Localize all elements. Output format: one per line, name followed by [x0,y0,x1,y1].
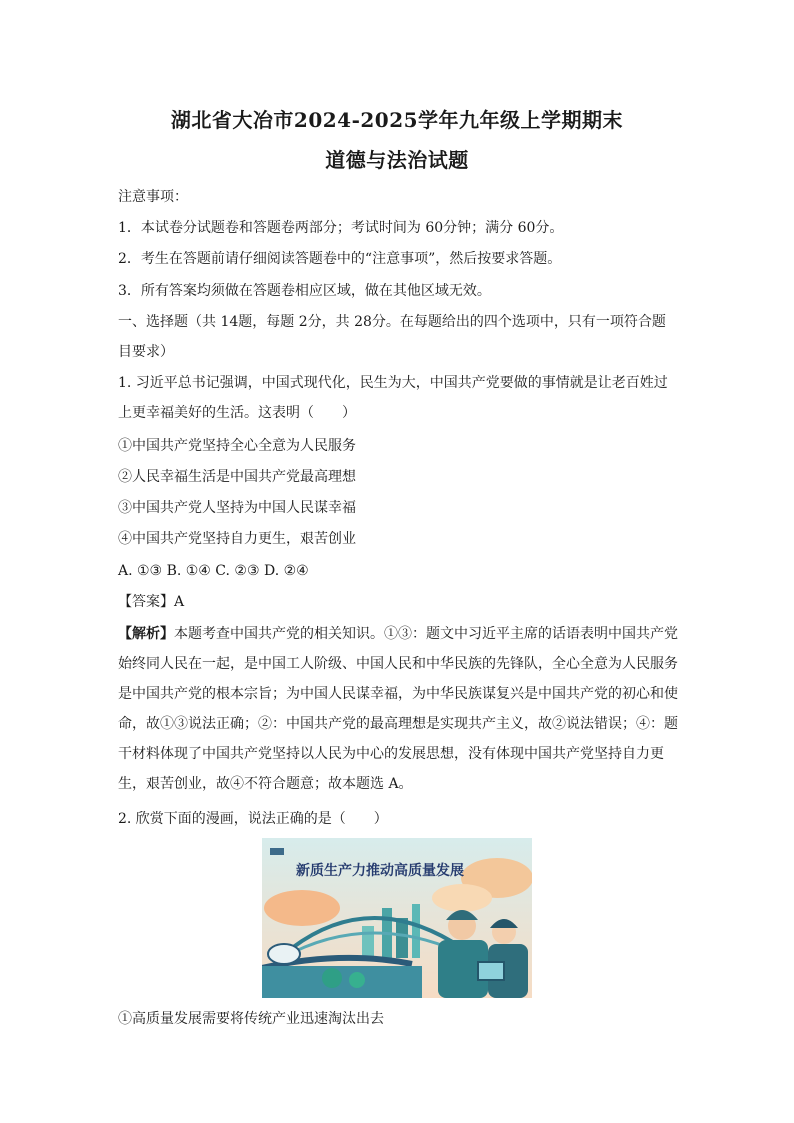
page-title: 湖北省大冶市2024-2025学年九年级上学期期末 [170,108,624,132]
q1-option-1: ①中国共产党坚持全心全意为人民服务 [118,438,356,454]
q1-option-2: ②人民幸福生活是中国共产党最高理想 [118,469,356,485]
note-item-3: 3．所有答案均须做在答题卷相应区域，做在其他区域无效。 [118,283,491,299]
analysis-label: 【解析】 [118,626,174,642]
q1-option-4: ④中国共产党坚持自力更生，艰苦创业 [118,531,356,547]
q2-option-1: ①高质量发展需要将传统产业迅速淘汰出去 [118,1011,384,1027]
analysis-text: 本题考查中国共产党的相关知识。①③：题文中习近平主席的话语表明中国共产党始终同人民在一起，是中国工人阶级、中国人民和中华民族的先锋队，全心全意为人民服务是中国共产党的根本宗旨；为中国人民谋幸福，为中华民族谋复兴是中国共产党的初心和使命，故①③说法正确；②：中国共产党的最高理想是实现共产主义，故②说法错误；④：题干材料体现了中国共产党坚持以人民为中心的发展思想，没有体现中国共产党坚持自力更生，艰苦创业，故④不符合题意；故本题选 A。 [118,626,678,792]
q1-choices: A. ①③ B. ①④ C. ②③ D. ②④ [118,563,309,579]
note-item-1: 1．本试卷分试题卷和答题卷两部分；考试时间为 60分钟；满分 60分。 [118,220,564,236]
q1-stem: 1. 习近平总书记强调，中国式现代化，民生为大，中国共产党要做的事情就是让老百姓过上更幸福美好的生活。这表明（ ） [118,375,668,421]
q1-option-3: ③中国共产党人坚持为中国人民谋幸福 [118,500,356,516]
section-heading: 一、选择题（共 14题，每题 2分，共 28分。在每题给出的四个选项中，只有一项符合题目要求） [118,314,666,360]
q2-stem: 2. 欣赏下面的漫画，说法正确的是（ ） [118,811,388,827]
q1-analysis [118,619,678,799]
page-subtitle: 道德与法治试题 [325,148,469,172]
note-item-2: 2．考生在答题前请仔细阅读答题卷中的“注意事项”，然后按要求答题。 [118,251,562,267]
q1-answer: 【答案】A [118,594,185,610]
cartoon-image [262,838,532,998]
notes-heading: 注意事项： [118,189,188,205]
cartoon-title: 新质生产力推动高质量发展 [296,863,464,879]
